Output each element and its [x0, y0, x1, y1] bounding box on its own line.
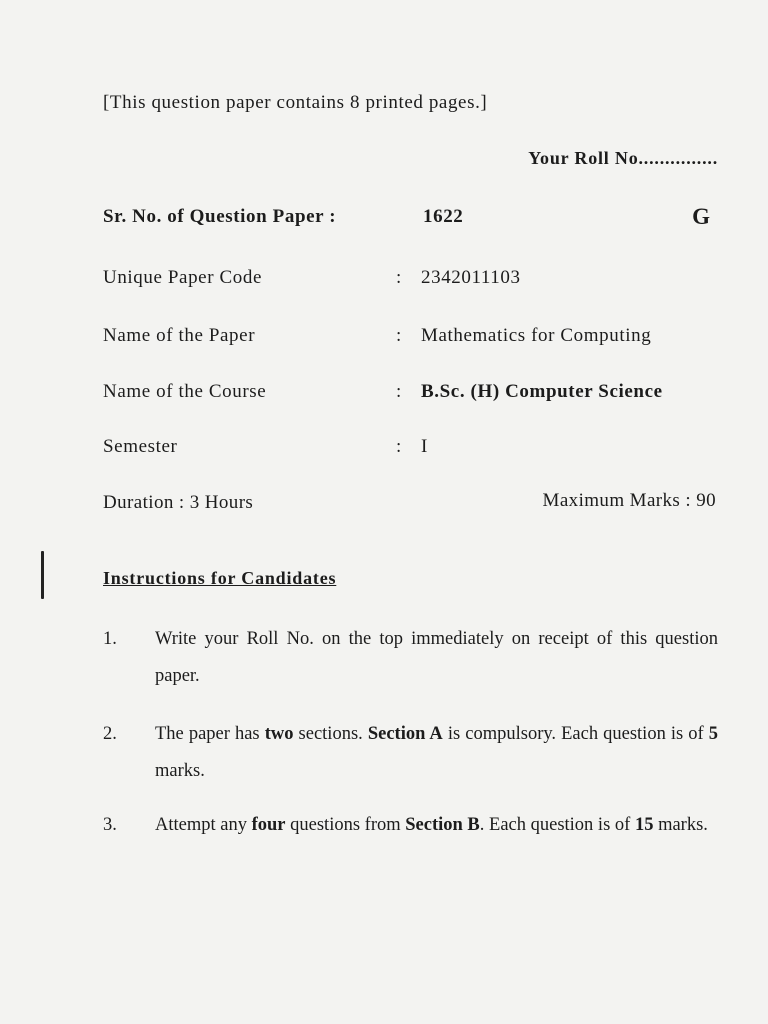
pages-note: [This question paper contains 8 printed pages.] [103, 92, 488, 113]
unique-paper-code-row [103, 267, 723, 293]
semester-value: I [421, 436, 428, 457]
course-name-value: B.Sc. (H) Computer Science [421, 381, 663, 402]
roll-number-field: Your Roll No............... [528, 148, 718, 168]
course-name-label: Name of the Course [103, 381, 267, 402]
unique-paper-code-label: Unique Paper Code [103, 267, 262, 288]
instruction-number: 2. [103, 724, 117, 744]
colon: : [396, 267, 402, 288]
paper-name-value: Mathematics for Computing [421, 325, 652, 346]
instruction-text: Attempt any four questions from Section B. Each question is of 15 marks. [155, 815, 708, 835]
colon: : [396, 381, 402, 402]
duration: Duration : 3 Hours [103, 492, 254, 513]
serial-number-row [103, 206, 723, 232]
serial-number-label: Sr. No. of Question Paper : [103, 206, 337, 227]
unique-paper-code-value: 2342011103 [421, 267, 521, 288]
instructions-heading: Instructions for Candidates [103, 568, 337, 588]
paper-set-letter: G [692, 204, 710, 229]
colon: : [396, 436, 402, 457]
course-name-row [103, 381, 723, 407]
paper-name-label: Name of the Paper [103, 325, 256, 346]
instruction-number: 3. [103, 815, 117, 835]
instruction-number: 1. [103, 629, 117, 649]
colon: : [396, 325, 402, 346]
margin-mark [41, 551, 44, 599]
semester-row [103, 436, 723, 462]
semester-label: Semester [103, 436, 178, 457]
instruction-text: The paper has two sections. Section A is compulsory. Each question is of 5 marks. [155, 724, 719, 781]
instruction-text: Write your Roll No. on the top immediately on receipt of this question paper. [155, 629, 718, 686]
maximum-marks: Maximum Marks : 90 [542, 490, 716, 511]
serial-number-value: 1622 [423, 206, 464, 227]
paper-name-row [103, 325, 723, 351]
